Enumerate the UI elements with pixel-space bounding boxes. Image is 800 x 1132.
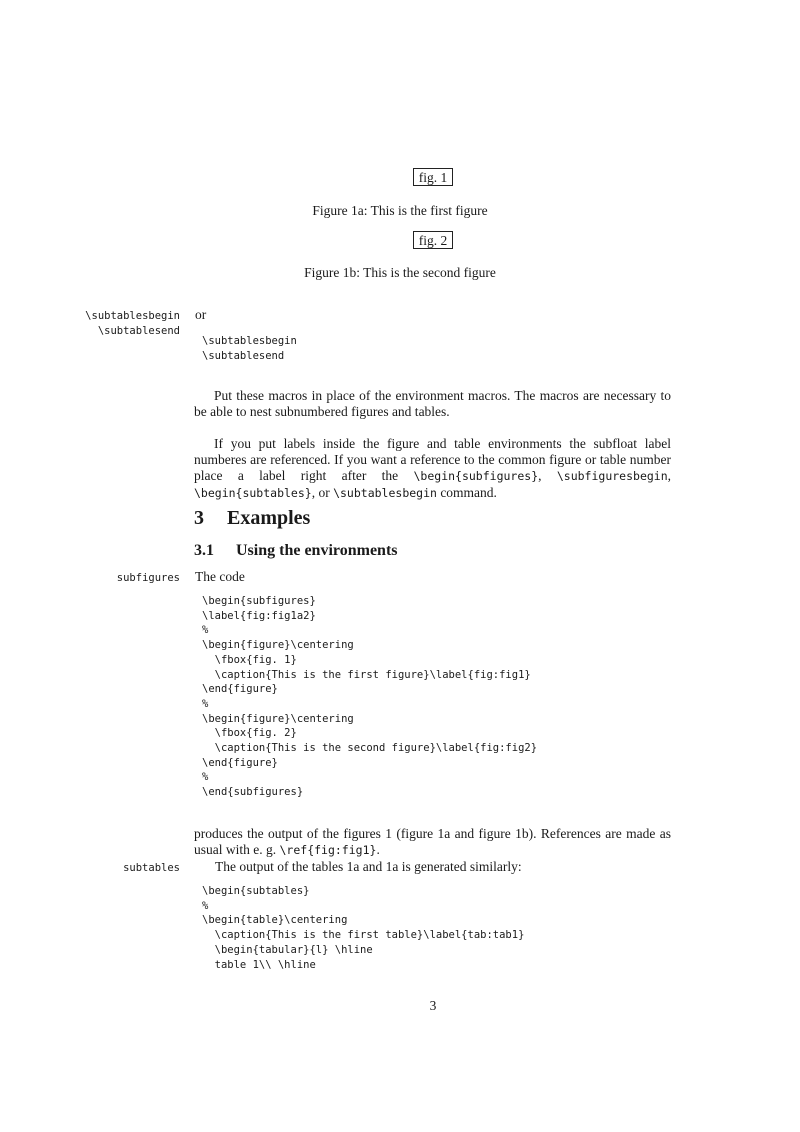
margin-note-subtablesbegin: \subtablesbegin [85, 310, 180, 322]
section-heading [194, 507, 310, 530]
code-begin-subfigures: \begin{subfigures} [413, 469, 539, 484]
or-text: or [195, 307, 207, 322]
labels-text-4: , or [311, 484, 334, 500]
macros-code-block: \subtablesbegin \subtablesend [202, 335, 297, 362]
section-title: Examples [227, 507, 311, 529]
subfigures-code-block: \begin{subfigures} \label{fig:fig1a2} % \begin{figure}\centering \fbox{fig. 1} \caption{This is the first figure}\label{fig:fig1} \end{figure} % \begin{figure}\centering \fbox{fig. 2} \caption{This is the second figure}\label{fig:fig2} \end{figure} % \end{subfigures} [202, 595, 538, 799]
section-number: 3 [194, 507, 204, 529]
paragraph-produces [194, 826, 671, 858]
paragraph-macros-text: Put these macros in place of the environment macros. The macros are necessary to be able to nest subnumbered figures and tables. [194, 388, 671, 420]
figure-2-box: fig. 2 [413, 231, 454, 249]
figure-2-caption: Figure 1b: This is the second figure [304, 265, 496, 280]
figure-1-box-wrap [0, 169, 800, 186]
paragraph-labels [194, 436, 671, 501]
code-ref-fig1: \ref{fig:fig1} [279, 843, 377, 858]
margin-note-subfigures: subfigures [116, 572, 180, 584]
figure-1-caption: Figure 1a: This is the first figure [312, 203, 488, 218]
subtables-intro-text: The output of the tables 1a and 1a is generated similarly: [215, 859, 522, 874]
code-begin-subtables: \begin{subtables} [194, 485, 312, 500]
figure-2-box-wrap [0, 232, 800, 249]
the-code-text: The code [195, 569, 245, 584]
margin-note-subtablesend: \subtablesend [97, 325, 180, 337]
margin-note-subtables: subtables [123, 862, 180, 874]
paragraph-macros-necessary [194, 388, 671, 420]
subsection-number: 3.1 [194, 542, 214, 559]
produces-text: produces the output of the figures 1 (figure 1a and figure 1b). References are made as usual with e. g. [194, 826, 671, 858]
code-subtablesbegin: \subtablesbegin [333, 485, 437, 500]
labels-text-1: If you put labels inside the figure and table environments the subfloat label numberes are referenced. If you want a reference to the common figure or table number place a label right after the [194, 436, 671, 484]
subtables-code-block: \begin{subtables} % \begin{table}\centering \caption{This is the first table}\label{tab:tab1} \begin{tabular}{l} \hline table 1\\ \hline [202, 885, 525, 971]
produces-text-end: . [376, 842, 380, 858]
code-subfiguresbegin: \subfiguresbegin [556, 469, 668, 484]
subsection-title: Using the environments [236, 542, 398, 559]
page-number: 3 [429, 998, 437, 1013]
labels-text-3: , [667, 468, 672, 484]
labels-text-5: command. [436, 484, 497, 500]
subsection-heading [194, 542, 398, 560]
figure-1-box: fig. 1 [413, 168, 454, 186]
labels-text-2: , [538, 468, 557, 484]
